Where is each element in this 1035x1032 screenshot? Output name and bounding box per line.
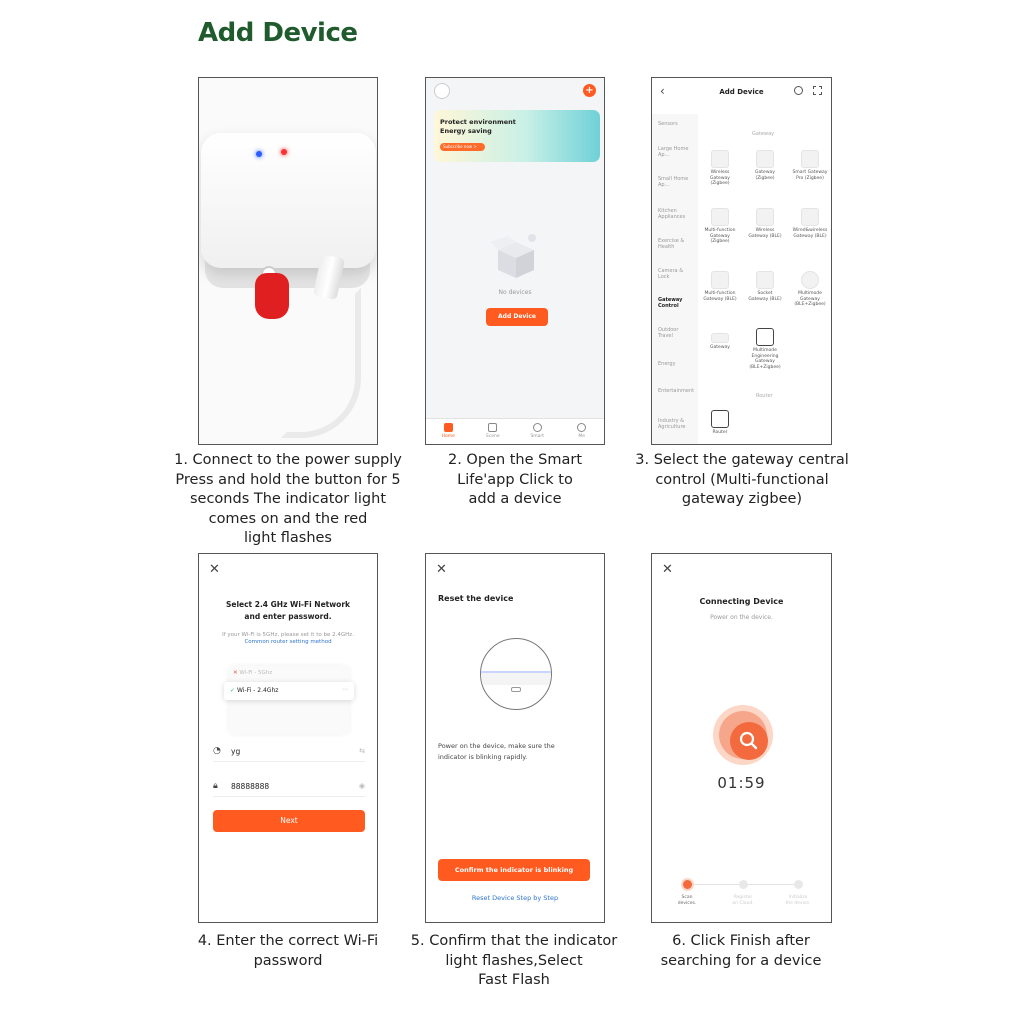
cross-icon: ✕	[233, 670, 238, 676]
caption-line: Press and hold the button for 5	[175, 471, 401, 488]
device-item-router[interactable]: Router	[702, 410, 738, 436]
next-button[interactable]: Next	[213, 810, 365, 832]
step4-caption: 4. Enter the correct Wi-Fi password	[197, 933, 379, 969]
category-item[interactable]: Small Home Ap...	[658, 176, 689, 188]
step3-caption: 3. Select the gateway central control (Multi-functional gateway zigbee)	[635, 452, 849, 507]
step4-screen	[198, 553, 378, 923]
gateway-device	[201, 133, 376, 268]
step1-caption	[160, 451, 416, 549]
connecting-sub: Power on the device.	[710, 614, 773, 621]
screen-title: Add Device	[719, 88, 764, 96]
home-switch-icon[interactable]	[434, 83, 450, 99]
step-dot	[739, 880, 748, 889]
connecting-heading: Connecting Device	[699, 597, 784, 606]
switch-network-icon[interactable]: ⇆	[359, 747, 365, 755]
step3-screen	[651, 77, 832, 445]
add-device-button[interactable]: Add Device	[486, 308, 548, 326]
step5-screen	[425, 553, 605, 923]
category-item[interactable]: Sensors	[658, 121, 678, 127]
pointing-hand-icon	[255, 273, 289, 319]
tab-home[interactable]: Home	[426, 419, 471, 444]
step1-image	[198, 77, 378, 445]
red-led-icon	[281, 149, 287, 155]
close-icon[interactable]: ✕	[209, 562, 220, 577]
back-arrow-icon[interactable]: ‹	[660, 84, 665, 98]
close-icon[interactable]: ✕	[436, 562, 447, 577]
category-item[interactable]: Kitchen Appliances	[658, 208, 686, 220]
confirm-blinking-button[interactable]: Confirm the indicator is blinking	[438, 859, 590, 881]
step-label: Initialize the device.	[785, 895, 811, 906]
step-label: Scan devices.	[677, 895, 697, 906]
category-item-gateway[interactable]: Gateway Control	[658, 297, 683, 309]
device-item[interactable]: Smart Gateway Pro (Zigbee)	[792, 150, 828, 181]
device-item[interactable]: Multimode Gateway (BLE+Zigbee)	[792, 271, 828, 308]
promo-banner[interactable]	[434, 110, 600, 162]
step-label: Register on Cloud.	[732, 895, 754, 906]
category-item[interactable]: Outdoor Travel	[658, 327, 679, 339]
tab-bar	[426, 418, 604, 444]
wifi-icon: ◔	[213, 746, 221, 756]
wifi-24g-row[interactable]: ✓ Wi-Fi - 2.4Ghz ⋯	[224, 682, 354, 700]
wifi-hint: If your Wi-Fi is 5GHz, please set it to be 2.4GHz. Common router setting method	[199, 632, 377, 646]
empty-box-icon	[486, 228, 546, 283]
step-dot-active	[683, 880, 692, 889]
section-gateway: Gateway	[752, 131, 775, 137]
lock-icon: 🔒︎	[213, 781, 218, 791]
reset-steps-link[interactable]: Reset Device Step by Step	[471, 894, 559, 902]
banner-title: Protect environment Energy saving	[440, 118, 516, 135]
device-item-multifunction-zigbee[interactable]: Multi-function Gateway (Zigbee)	[702, 208, 738, 245]
ssid-field[interactable]: ◔ yg ⇆	[213, 744, 365, 762]
qr-scan-icon[interactable]	[813, 86, 822, 95]
blue-led-icon	[256, 151, 262, 157]
power-cable	[281, 288, 361, 438]
step2-caption: 2. Open the Smart Life'app Click to add a device	[447, 452, 583, 507]
device-item[interactable]: Gateway	[702, 333, 738, 351]
wifi-signal-icon: ⋯	[342, 686, 348, 693]
step5-caption: 5. Confirm that the indicator light flashes,Select Fast Flash	[410, 933, 618, 988]
page-title: Add Device	[198, 18, 358, 48]
no-devices-text: No devices	[498, 289, 532, 296]
category-item[interactable]: Entertainment	[658, 388, 695, 394]
caption-line: light flashes	[244, 530, 332, 546]
router-setting-link[interactable]: Common router setting method	[244, 639, 332, 645]
section-router: Router	[756, 393, 773, 399]
reset-heading: Reset the device	[438, 594, 514, 603]
nav-header	[652, 78, 831, 108]
device-item[interactable]: Multimode Engineering Gateway (BLE+Zigbee)	[747, 328, 783, 370]
eye-icon[interactable]: ◉	[358, 782, 365, 790]
device-item[interactable]: Socket Gateway (BLE)	[747, 271, 783, 302]
step6-caption: 6. Click Finish after searching for a device	[660, 933, 822, 969]
wifi-heading: Select 2.4 GHz Wi-Fi Network and enter password.	[225, 600, 351, 621]
close-icon[interactable]: ✕	[662, 562, 673, 577]
device-item[interactable]: Wired&wireless Gateway (BLE)	[792, 208, 828, 239]
step6-screen	[651, 553, 832, 923]
device-item[interactable]: Wireless Gateway (Zigbee)	[702, 150, 738, 187]
check-icon: ✓	[230, 687, 236, 694]
countdown-timer: 01:59	[717, 774, 766, 792]
step2-screen	[425, 77, 605, 445]
tab-smart[interactable]: Smart	[515, 419, 560, 444]
password-field[interactable]: 🔒︎ 88888888 ◉	[213, 779, 365, 797]
scan-nearby-icon[interactable]	[794, 86, 803, 95]
tab-me[interactable]: Me	[560, 419, 605, 444]
wifi-5g-row[interactable]: ✕ Wi-Fi - 5Ghz	[233, 670, 273, 676]
category-item[interactable]: Industry & Agriculture	[658, 418, 686, 430]
tab-scene[interactable]: Scene	[471, 419, 516, 444]
caption-line: 1. Connect to the power supply	[174, 452, 402, 468]
scanning-indicator	[713, 705, 773, 765]
device-item[interactable]: Multi-function Gateway (BLE)	[702, 271, 738, 302]
device-item[interactable]: Wireless Gateway (BLE)	[747, 208, 783, 239]
category-item[interactable]: Energy	[658, 361, 676, 367]
category-item[interactable]: Large Home Ap...	[658, 146, 689, 158]
caption-line: seconds The indicator light	[189, 491, 387, 507]
category-item[interactable]: Camera & Lock	[658, 268, 684, 280]
device-indicator-illustration	[480, 638, 552, 710]
reset-instructions: Power on the device, make sure the indicator is blinking rapidly.	[438, 742, 555, 761]
category-item[interactable]: Exercise & Health	[658, 238, 685, 250]
add-device-plus-button[interactable]: +	[583, 84, 596, 97]
step-dot	[794, 880, 803, 889]
caption-line: comes on and the red	[208, 510, 368, 527]
device-item[interactable]: Gateway (Zigbee)	[747, 150, 783, 181]
banner-button[interactable]: Subscribe now >	[440, 143, 485, 151]
search-icon	[730, 722, 768, 760]
wifi-list-card	[229, 666, 349, 734]
